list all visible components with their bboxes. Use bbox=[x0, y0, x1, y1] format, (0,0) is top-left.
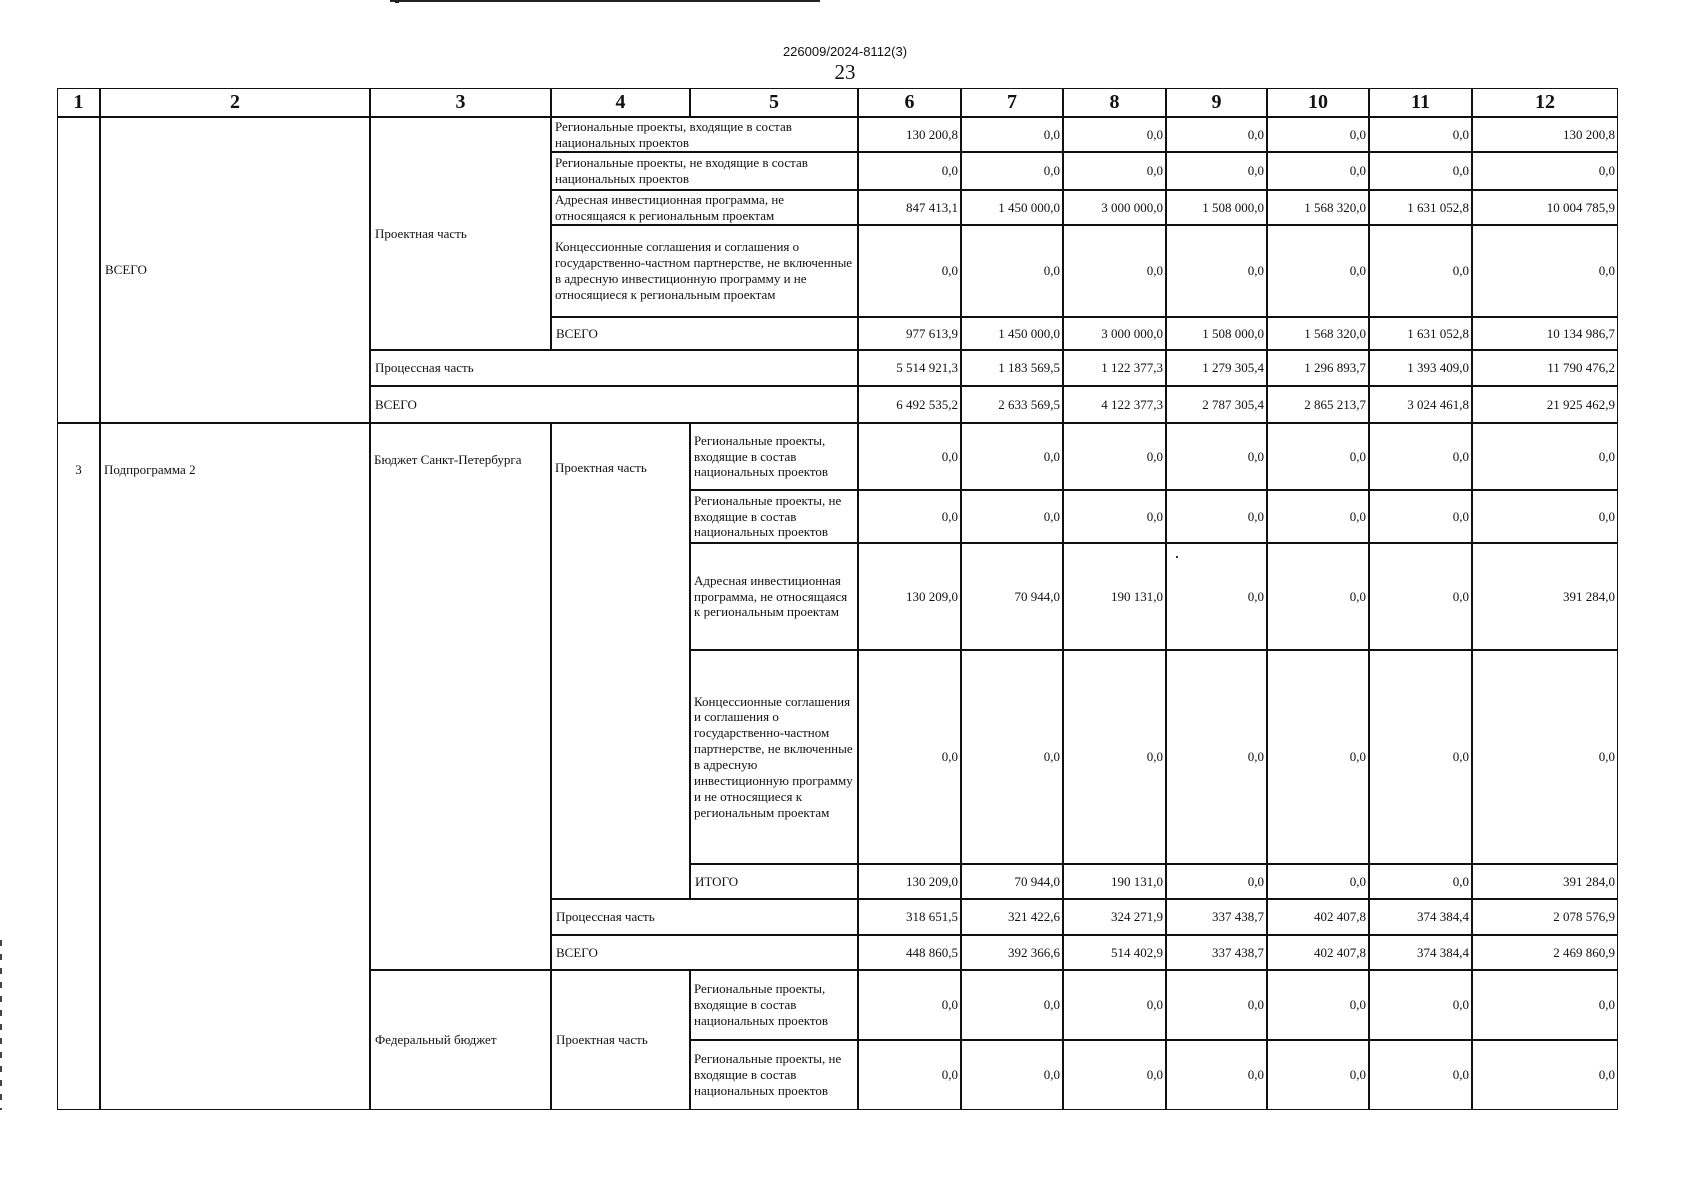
spb-process-col-8: 324 271,9 bbox=[1063, 899, 1166, 935]
scan-edge-marks bbox=[0, 940, 2, 1110]
spb-row-3-col-10: 0,0 bbox=[1267, 650, 1369, 864]
spb-row-1-col-11: 0,0 bbox=[1369, 490, 1472, 543]
federal-row-0-col-9: 0,0 bbox=[1166, 970, 1267, 1040]
spb-process-col-11: 374 384,4 bbox=[1369, 899, 1472, 935]
block1-row-1-col-9: 0,0 bbox=[1166, 152, 1267, 190]
spb-process-label: Процессная часть bbox=[551, 899, 858, 935]
spb-row-1-col-9: 0,0 bbox=[1166, 490, 1267, 543]
spb-row-3-col-11: 0,0 bbox=[1369, 650, 1472, 864]
block1-row-4-col-6: 977 613,9 bbox=[858, 317, 961, 350]
federal-row-1-col-9: 0,0 bbox=[1166, 1040, 1267, 1110]
block1-num-cell bbox=[57, 117, 100, 423]
spb-total-col-12: 2 469 860,9 bbox=[1472, 935, 1618, 970]
spb-row-2-col-10: 0,0 bbox=[1267, 543, 1369, 650]
block1-process-col-10: 1 296 893,7 bbox=[1267, 350, 1369, 386]
block1-row-2-col-10: 1 568 320,0 bbox=[1267, 190, 1369, 225]
spb-row-0-col-8: 0,0 bbox=[1063, 423, 1166, 490]
block1-row-4-name: ВСЕГО bbox=[551, 317, 858, 350]
block1-row-2-col-9: 1 508 000,0 bbox=[1166, 190, 1267, 225]
header-col-8: 8 bbox=[1063, 88, 1166, 117]
federal-row-0-col-8: 0,0 bbox=[1063, 970, 1166, 1040]
block1-process-label: Процессная часть bbox=[370, 350, 858, 386]
spb-row-0-name: Региональные проекты, входящие в состав национальных проектов bbox=[690, 423, 858, 490]
block1-row-0-col-10: 0,0 bbox=[1267, 117, 1369, 152]
spb-row-1-col-10: 0,0 bbox=[1267, 490, 1369, 543]
federal-row-0-col-6: 0,0 bbox=[858, 970, 961, 1040]
block1-total-col-7: 2 633 569,5 bbox=[961, 386, 1063, 423]
spb-row-4-col-12: 391 284,0 bbox=[1472, 864, 1618, 899]
block1-label: ВСЕГО bbox=[100, 117, 370, 423]
spb-row-0-col-12: 0,0 bbox=[1472, 423, 1618, 490]
block1-process-col-6: 5 514 921,3 bbox=[858, 350, 961, 386]
federal-row-0-col-7: 0,0 bbox=[961, 970, 1063, 1040]
header-col-4: 4 bbox=[551, 88, 690, 117]
federal-row-0-col-12: 0,0 bbox=[1472, 970, 1618, 1040]
block1-total-col-11: 3 024 461,8 bbox=[1369, 386, 1472, 423]
spb-row-3-col-12: 0,0 bbox=[1472, 650, 1618, 864]
header-col-11: 11 bbox=[1369, 88, 1472, 117]
spb-project-part-label: Проектная часть bbox=[551, 423, 690, 899]
block1-process-col-9: 1 279 305,4 bbox=[1166, 350, 1267, 386]
block1-row-2-col-11: 1 631 052,8 bbox=[1369, 190, 1472, 225]
spb-process-col-9: 337 438,7 bbox=[1166, 899, 1267, 935]
block1-row-1-col-12: 0,0 bbox=[1472, 152, 1618, 190]
spb-total-col-6: 448 860,5 bbox=[858, 935, 961, 970]
spb-row-2-col-8: 190 131,0 bbox=[1063, 543, 1166, 650]
block1-row-3-col-12: 0,0 bbox=[1472, 225, 1618, 317]
spb-row-0-col-9: 0,0 bbox=[1166, 423, 1267, 490]
header-col-1: 1 bbox=[57, 88, 100, 117]
subprogram-name: Подпрограмма 2 bbox=[100, 423, 370, 1110]
block1-row-0-name: Региональные проекты, входящие в состав национальных проектов bbox=[551, 117, 858, 152]
page-number: 23 bbox=[834, 60, 856, 84]
spb-row-2-col-11: 0,0 bbox=[1369, 543, 1472, 650]
block1-process-col-8: 1 122 377,3 bbox=[1063, 350, 1166, 386]
spb-budget-label: Бюджет Санкт-Петербурга bbox=[370, 423, 551, 970]
federal-row-1-col-12: 0,0 bbox=[1472, 1040, 1618, 1110]
federal-row-1-col-7: 0,0 bbox=[961, 1040, 1063, 1110]
spb-row-4-col-10: 0,0 bbox=[1267, 864, 1369, 899]
spb-row-2-name: Адресная инвестиционная программа, не относящаяся к региональным проектам bbox=[690, 543, 858, 650]
block1-row-4-col-12: 10 134 986,7 bbox=[1472, 317, 1618, 350]
header-col-12: 12 bbox=[1472, 88, 1618, 117]
block1-row-4-col-10: 1 568 320,0 bbox=[1267, 317, 1369, 350]
spb-row-1-col-12: 0,0 bbox=[1472, 490, 1618, 543]
block1-row-1-col-11: 0,0 bbox=[1369, 152, 1472, 190]
spb-total-col-8: 514 402,9 bbox=[1063, 935, 1166, 970]
spb-row-0-col-11: 0,0 bbox=[1369, 423, 1472, 490]
block1-row-0-col-6: 130 200,8 bbox=[858, 117, 961, 152]
federal-project-part-label: Проектная часть bbox=[551, 970, 690, 1110]
spb-row-0-col-10: 0,0 bbox=[1267, 423, 1369, 490]
block1-row-2-col-8: 3 000 000,0 bbox=[1063, 190, 1166, 225]
block1-row-0-col-7: 0,0 bbox=[961, 117, 1063, 152]
spb-row-4-col-11: 0,0 bbox=[1369, 864, 1472, 899]
spb-process-col-12: 2 078 576,9 bbox=[1472, 899, 1618, 935]
block1-process-col-7: 1 183 569,5 bbox=[961, 350, 1063, 386]
block1-row-3-name: Концессионные соглашения и соглашения о государственно-частном партнерстве, не включенные в адресную инвестиционную программу и не относящиеся к региональным проектам bbox=[551, 225, 858, 317]
block1-process-col-11: 1 393 409,0 bbox=[1369, 350, 1472, 386]
header-col-9: 9 bbox=[1166, 88, 1267, 117]
block1-row-1-col-8: 0,0 bbox=[1063, 152, 1166, 190]
spb-row-3-col-8: 0,0 bbox=[1063, 650, 1166, 864]
block1-row-3-col-9: 0,0 bbox=[1166, 225, 1267, 317]
block1-total-col-6: 6 492 535,2 bbox=[858, 386, 961, 423]
block1-row-1-col-10: 0,0 bbox=[1267, 152, 1369, 190]
federal-budget-label: Федеральный бюджет bbox=[370, 970, 551, 1110]
block1-row-2-col-7: 1 450 000,0 bbox=[961, 190, 1063, 225]
block1-row-4-col-7: 1 450 000,0 bbox=[961, 317, 1063, 350]
federal-row-0-name: Региональные проекты, входящие в состав национальных проектов bbox=[690, 970, 858, 1040]
block1-row-1-col-7: 0,0 bbox=[961, 152, 1063, 190]
spb-total-col-10: 402 407,8 bbox=[1267, 935, 1369, 970]
block1-row-4-col-9: 1 508 000,0 bbox=[1166, 317, 1267, 350]
top-rule bbox=[390, 0, 820, 2]
block1-total-col-10: 2 865 213,7 bbox=[1267, 386, 1369, 423]
block1-total-col-8: 4 122 377,3 bbox=[1063, 386, 1166, 423]
spb-process-col-10: 402 407,8 bbox=[1267, 899, 1369, 935]
spb-row-0-col-6: 0,0 bbox=[858, 423, 961, 490]
header-col-7: 7 bbox=[961, 88, 1063, 117]
federal-row-0-col-11: 0,0 bbox=[1369, 970, 1472, 1040]
block1-row-3-col-6: 0,0 bbox=[858, 225, 961, 317]
header-col-2: 2 bbox=[100, 88, 370, 117]
spb-row-2-col-12: 391 284,0 bbox=[1472, 543, 1618, 650]
block1-row-4-col-11: 1 631 052,8 bbox=[1369, 317, 1472, 350]
block1-row-2-name: Адресная инвестиционная программа, не относящаяся к региональным проектам bbox=[551, 190, 858, 225]
federal-row-1-name: Региональные проекты, не входящие в состав национальных проектов bbox=[690, 1040, 858, 1110]
block1-total-label: ВСЕГО bbox=[370, 386, 858, 423]
spb-row-3-name: Концессионные соглашения и соглашения о государственно-частном партнерстве, не включенные в адресную инвестиционную программу и не относящиеся к региональным проектам bbox=[690, 650, 858, 864]
block1-project-part-label: Проектная часть bbox=[370, 117, 551, 350]
block1-row-3-col-8: 0,0 bbox=[1063, 225, 1166, 317]
header-col-10: 10 bbox=[1267, 88, 1369, 117]
spb-row-2-col-6: 130 209,0 bbox=[858, 543, 961, 650]
spb-row-1-name: Региональные проекты, не входящие в состав национальных проектов bbox=[690, 490, 858, 543]
spb-total-col-9: 337 438,7 bbox=[1166, 935, 1267, 970]
scan-speck bbox=[1176, 556, 1178, 558]
header-col-5: 5 bbox=[690, 88, 858, 117]
spb-process-col-6: 318 651,5 bbox=[858, 899, 961, 935]
spb-total-label: ВСЕГО bbox=[551, 935, 858, 970]
block1-row-3-col-11: 0,0 bbox=[1369, 225, 1472, 317]
spb-process-col-7: 321 422,6 bbox=[961, 899, 1063, 935]
federal-row-1-col-8: 0,0 bbox=[1063, 1040, 1166, 1110]
spb-row-4-name: ИТОГО bbox=[690, 864, 858, 899]
block1-row-2-col-12: 10 004 785,9 bbox=[1472, 190, 1618, 225]
spb-row-3-col-9: 0,0 bbox=[1166, 650, 1267, 864]
spb-total-col-11: 374 384,4 bbox=[1369, 935, 1472, 970]
spb-row-1-col-8: 0,0 bbox=[1063, 490, 1166, 543]
spb-row-0-col-7: 0,0 bbox=[961, 423, 1063, 490]
block1-row-3-col-7: 0,0 bbox=[961, 225, 1063, 317]
block1-row-0-col-12: 130 200,8 bbox=[1472, 117, 1618, 152]
spb-row-2-col-7: 70 944,0 bbox=[961, 543, 1063, 650]
spb-row-3-col-7: 0,0 bbox=[961, 650, 1063, 864]
block1-total-col-12: 21 925 462,9 bbox=[1472, 386, 1618, 423]
federal-row-1-col-11: 0,0 bbox=[1369, 1040, 1472, 1110]
spb-row-4-col-6: 130 209,0 bbox=[858, 864, 961, 899]
spb-row-4-col-9: 0,0 bbox=[1166, 864, 1267, 899]
federal-row-1-col-10: 0,0 bbox=[1267, 1040, 1369, 1110]
block1-row-2-col-6: 847 413,1 bbox=[858, 190, 961, 225]
document-number: 226009/2024-8112(3) bbox=[782, 44, 908, 59]
block1-row-1-col-6: 0,0 bbox=[858, 152, 961, 190]
block1-row-1-name: Региональные проекты, не входящие в состав национальных проектов bbox=[551, 152, 858, 190]
spb-total-col-7: 392 366,6 bbox=[961, 935, 1063, 970]
federal-row-0-col-10: 0,0 bbox=[1267, 970, 1369, 1040]
block1-row-3-col-10: 0,0 bbox=[1267, 225, 1369, 317]
block1-row-0-col-9: 0,0 bbox=[1166, 117, 1267, 152]
header-col-3: 3 bbox=[370, 88, 551, 117]
spb-row-2-col-9: 0,0 bbox=[1166, 543, 1267, 650]
spb-row-4-col-8: 190 131,0 bbox=[1063, 864, 1166, 899]
spb-row-1-col-7: 0,0 bbox=[961, 490, 1063, 543]
federal-row-1-col-6: 0,0 bbox=[858, 1040, 961, 1110]
block1-row-4-col-8: 3 000 000,0 bbox=[1063, 317, 1166, 350]
spb-row-4-col-7: 70 944,0 bbox=[961, 864, 1063, 899]
spb-row-3-col-6: 0,0 bbox=[858, 650, 961, 864]
block1-row-0-col-8: 0,0 bbox=[1063, 117, 1166, 152]
subprogram-num: 3 bbox=[57, 423, 100, 1110]
block1-total-col-9: 2 787 305,4 bbox=[1166, 386, 1267, 423]
block1-process-col-12: 11 790 476,2 bbox=[1472, 350, 1618, 386]
spb-row-1-col-6: 0,0 bbox=[858, 490, 961, 543]
header-col-6: 6 bbox=[858, 88, 961, 117]
block1-row-0-col-11: 0,0 bbox=[1369, 117, 1472, 152]
top-mark bbox=[395, 0, 399, 3]
